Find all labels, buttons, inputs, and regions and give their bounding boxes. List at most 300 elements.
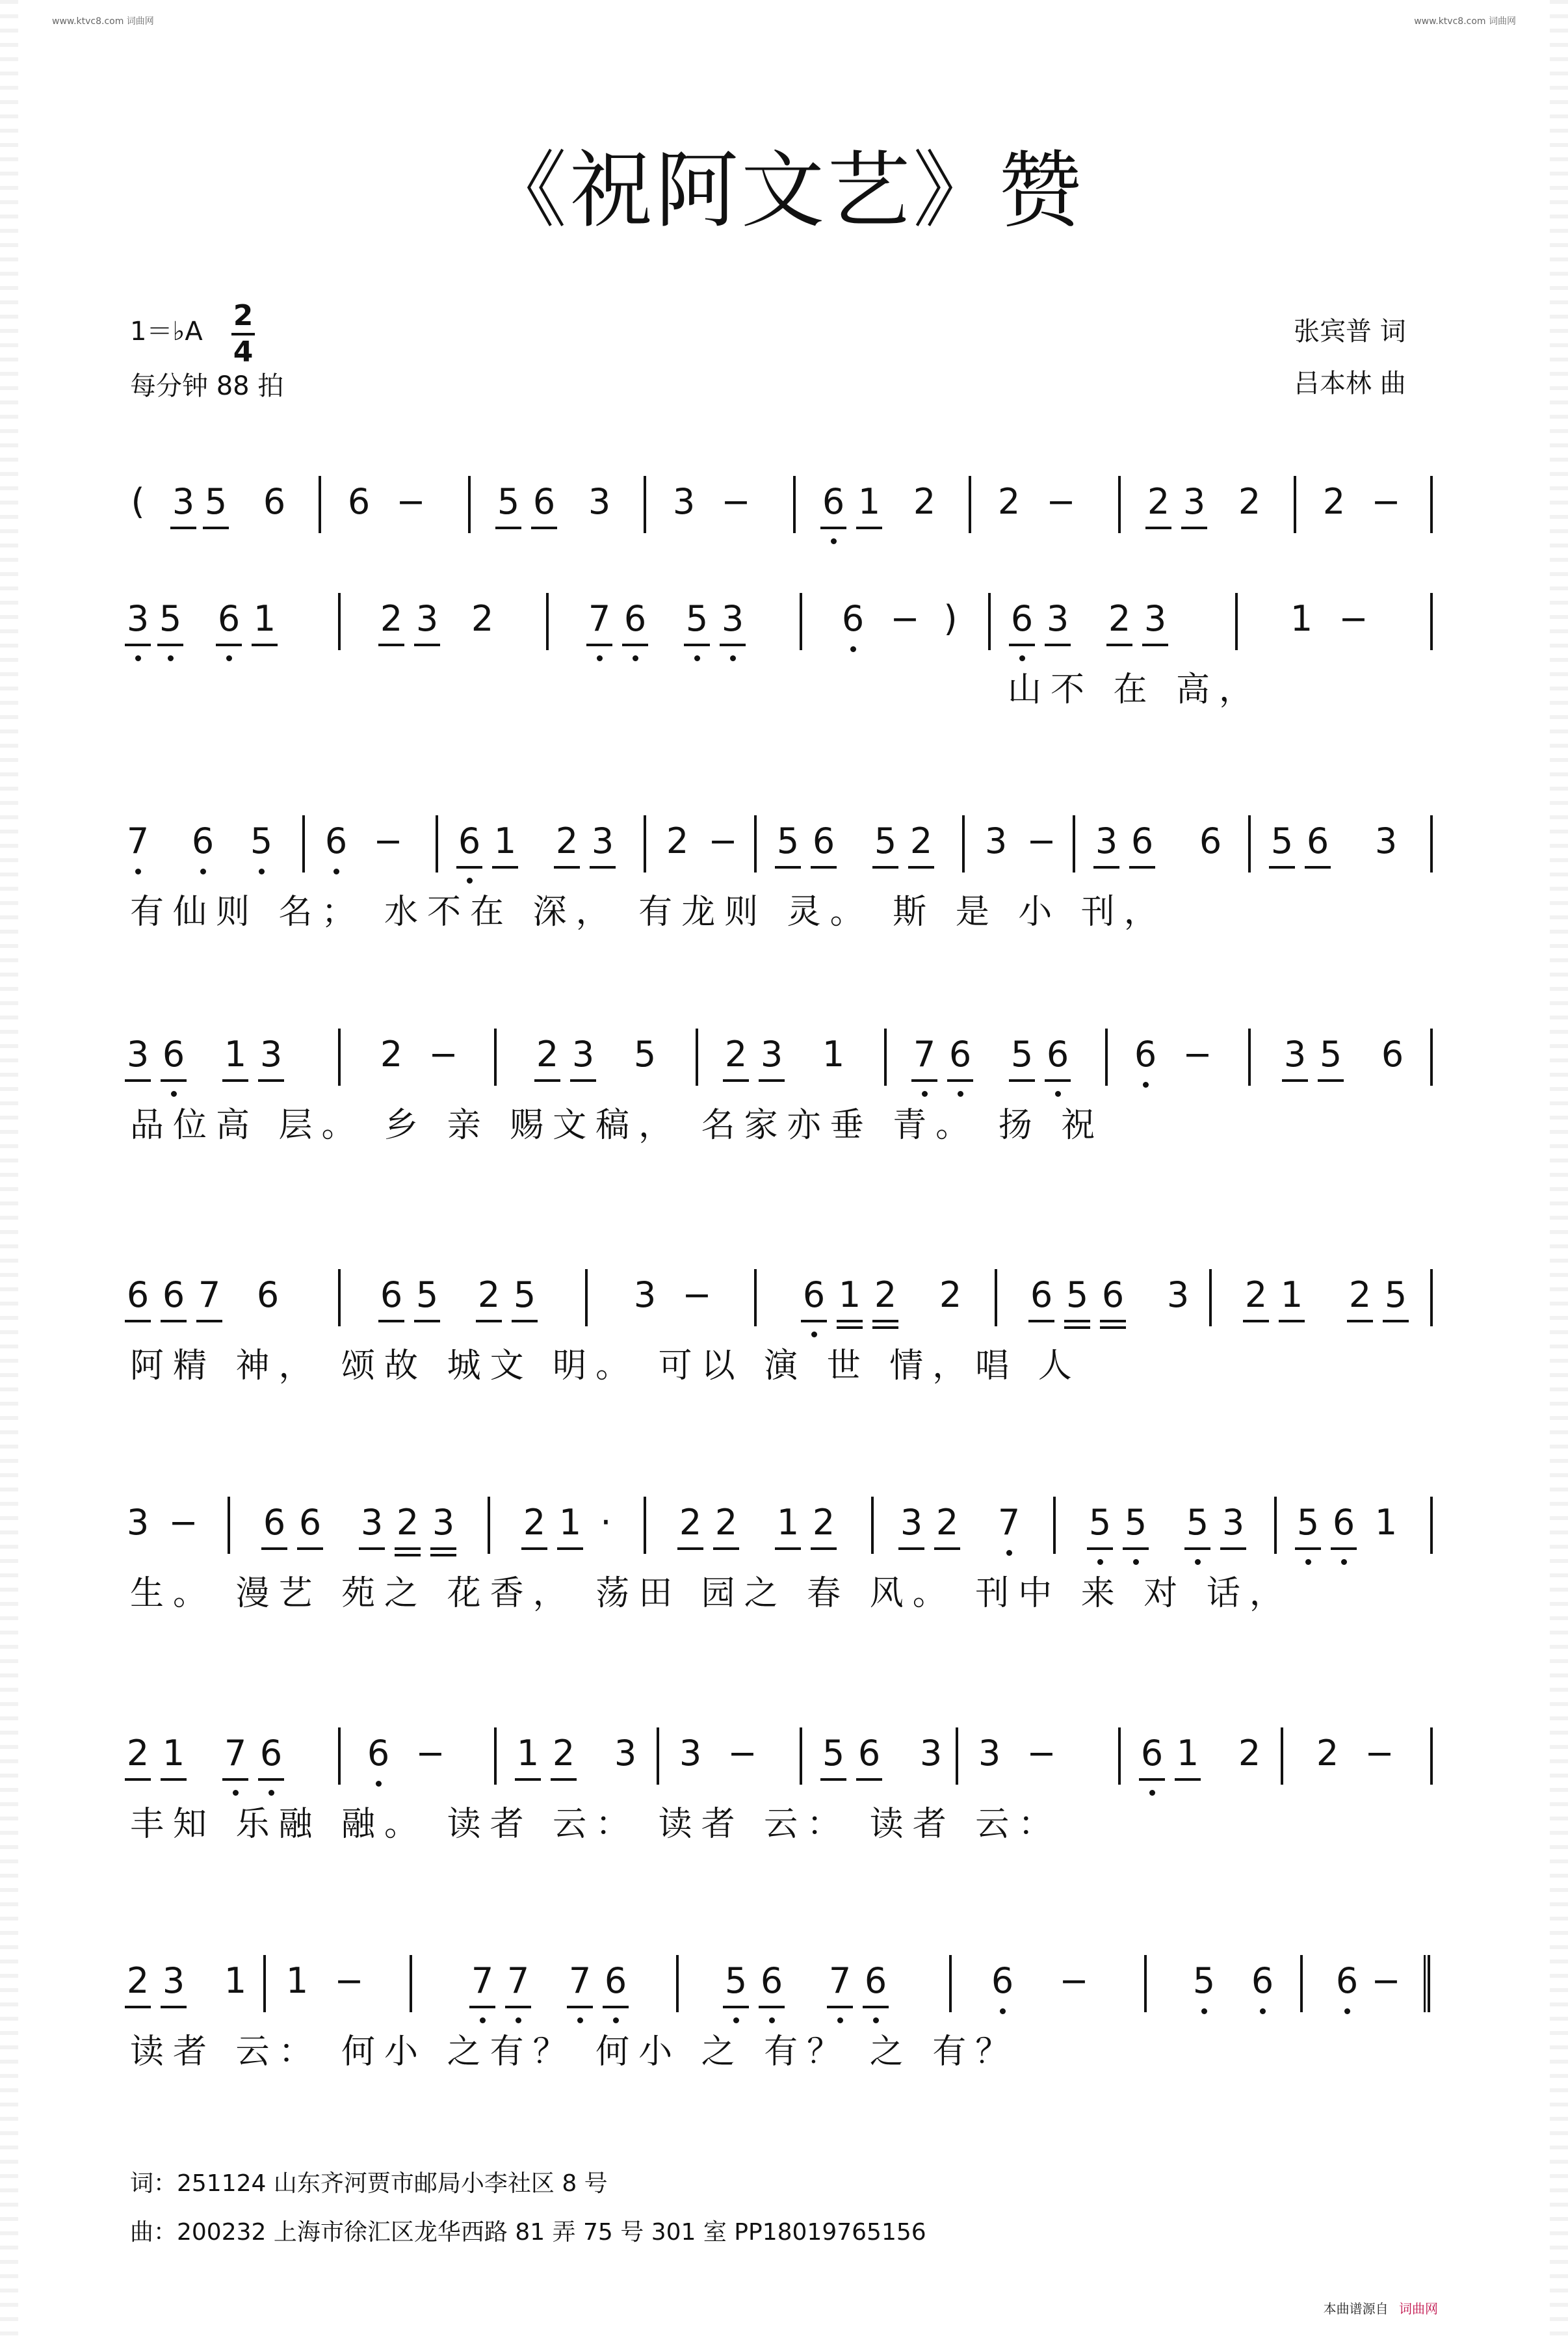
- note-glyph: 6: [256, 1274, 280, 1315]
- note-glyph: 1: [776, 1502, 800, 1543]
- barline: [988, 593, 991, 650]
- octave-dot: [226, 655, 232, 661]
- note-glyph: 6: [1134, 1034, 1157, 1075]
- beam-line: [872, 1320, 898, 1322]
- beam-line: [811, 866, 837, 869]
- octave-dot: [1143, 1082, 1149, 1088]
- beam-line: [505, 2006, 531, 2008]
- note-glyph: 5: [250, 820, 273, 861]
- beam-line: [1100, 1326, 1126, 1329]
- beam-line: [1220, 1547, 1246, 1550]
- barline: [1144, 1955, 1147, 2012]
- note-glyph: 2: [126, 1960, 150, 2001]
- note-glyph: 3: [721, 598, 744, 639]
- note-glyph: 7: [568, 1960, 592, 2001]
- music-system: [126, 1274, 1438, 1385]
- barline: [585, 1269, 588, 1326]
- beam-line: [515, 1778, 541, 1781]
- barline: [754, 815, 757, 873]
- octave-dot: [1305, 1559, 1311, 1565]
- note-glyph: 2: [380, 598, 403, 639]
- note-glyph: −: [1059, 1960, 1089, 2001]
- music-system: [126, 820, 1438, 932]
- note-glyph: 7: [997, 1502, 1021, 1543]
- note-glyph: 2: [555, 820, 579, 861]
- note-glyph: 6: [458, 820, 481, 861]
- note-glyph: 6: [857, 1733, 881, 1774]
- beam-line: [820, 527, 846, 529]
- lyricist-credit: 张宾普 词: [1294, 317, 1406, 347]
- barline: [468, 476, 471, 533]
- note-glyph: 6: [802, 1274, 826, 1315]
- beam-line: [1100, 1320, 1126, 1322]
- beam-line: [863, 2006, 889, 2008]
- barline: [1053, 1497, 1056, 1554]
- note-glyph: −: [396, 481, 426, 522]
- octave-dot: [168, 655, 174, 661]
- beam-line: [216, 644, 242, 646]
- note-glyph: 1: [1280, 1274, 1303, 1315]
- octave-dot: [333, 869, 339, 874]
- note-glyph: 5: [513, 1274, 536, 1315]
- beam-line: [1181, 527, 1207, 529]
- barline: [338, 1727, 341, 1785]
- note-glyph: 3: [679, 1733, 702, 1774]
- beam-line: [534, 1079, 560, 1082]
- music-system: [126, 1733, 1438, 1844]
- beam-line: [1318, 1079, 1344, 1082]
- note-glyph: 6: [760, 1960, 783, 2001]
- note-glyph: 3: [588, 481, 611, 522]
- beam-line: [723, 2006, 749, 2008]
- note-glyph: −: [1371, 481, 1401, 522]
- beam-line: [495, 527, 521, 529]
- barline: [1430, 1029, 1433, 1086]
- beam-line: [161, 2006, 187, 2008]
- beam-line: [125, 1079, 151, 1082]
- barline: [1118, 476, 1121, 533]
- note-glyph: 7: [126, 820, 150, 861]
- beam-line: [161, 1778, 187, 1781]
- beam-line: [1175, 1778, 1201, 1781]
- note-glyph: 2: [997, 481, 1021, 522]
- note-glyph: 5: [159, 598, 182, 639]
- note-glyph: 5: [633, 1034, 657, 1075]
- beam-line: [1145, 527, 1171, 529]
- note-glyph: −: [373, 820, 403, 861]
- octave-dot: [873, 2017, 879, 2023]
- note-glyph: 5: [1010, 1034, 1034, 1075]
- note-glyph: 2: [714, 1502, 738, 1543]
- note-glyph: 6: [948, 1034, 972, 1075]
- note-glyph: 3: [978, 1733, 1001, 1774]
- barline: [1294, 476, 1296, 533]
- note-glyph: −: [727, 1733, 757, 1774]
- beam-line: [378, 644, 404, 646]
- note-glyph: −: [428, 1034, 458, 1075]
- beam-line: [1243, 1320, 1269, 1322]
- note-glyph: 3: [1183, 481, 1206, 522]
- beam-line: [1087, 1547, 1113, 1550]
- octave-dot: [516, 2017, 521, 2023]
- octave-dot: [480, 2017, 486, 2023]
- note-glyph: 5: [822, 1733, 845, 1774]
- beam-line: [157, 644, 183, 646]
- beam-line: [414, 1320, 440, 1322]
- note-glyph: (: [131, 481, 145, 522]
- note-glyph: 6: [812, 820, 835, 861]
- barline: [1105, 1029, 1108, 1086]
- note-glyph: 3: [760, 1034, 783, 1075]
- note-glyph: −: [1371, 1960, 1401, 2001]
- beam-line: [1282, 1079, 1308, 1082]
- note-glyph: 6: [1030, 1274, 1053, 1315]
- beam-line: [557, 1547, 583, 1550]
- note-glyph: −: [1026, 820, 1056, 861]
- barline: [494, 1029, 497, 1086]
- barline: [754, 1269, 757, 1326]
- octave-dot: [1341, 1559, 1347, 1565]
- octave-dot: [135, 869, 141, 874]
- note-glyph: 5: [1088, 1502, 1112, 1543]
- beam-line: [1093, 866, 1119, 869]
- key-signature: 1＝♭A: [130, 317, 203, 347]
- note-glyph: 6: [1199, 820, 1222, 861]
- note-glyph: 2: [552, 1733, 575, 1774]
- note-glyph: 3: [432, 1502, 455, 1543]
- beam-line: [856, 527, 882, 529]
- note-glyph: 6: [191, 820, 215, 861]
- beam-line: [1009, 644, 1035, 646]
- beam-line: [1142, 644, 1168, 646]
- note-glyph: 3: [1222, 1502, 1245, 1543]
- octave-dot: [730, 655, 736, 661]
- right-border-strip: [1550, 0, 1568, 2336]
- note-glyph: 5: [1296, 1502, 1320, 1543]
- barline: [1274, 1497, 1277, 1554]
- beam-line: [297, 1547, 323, 1550]
- barline: [228, 1497, 230, 1554]
- note-glyph: 1: [1374, 1502, 1398, 1543]
- barline: [1430, 1497, 1433, 1554]
- beam-line: [512, 1320, 538, 1322]
- beam-line: [1331, 1547, 1357, 1550]
- beam-line: [713, 1547, 739, 1550]
- barline: [302, 815, 305, 873]
- note-glyph: 6: [1332, 1502, 1355, 1543]
- note-glyph: 1: [253, 598, 276, 639]
- barline: [949, 1955, 952, 2012]
- beam-line: [723, 1079, 749, 1082]
- beam-line: [395, 1547, 421, 1550]
- note-glyph: 2: [874, 1274, 897, 1315]
- note-glyph: −: [168, 1502, 198, 1543]
- note-glyph: −: [721, 481, 751, 522]
- beam-line: [125, 2006, 151, 2008]
- note-glyph: 6: [347, 481, 371, 522]
- note-glyph: 3: [672, 481, 696, 522]
- barline: [884, 1029, 887, 1086]
- octave-dot: [268, 1790, 274, 1796]
- lyric-line: 生。 漫艺 苑之 花香， 荡田 园之 春 风。 刊中 来 对 话，: [130, 1574, 1292, 1613]
- note-glyph: 2: [909, 820, 933, 861]
- lyric-line: 有仙则 名； 水不在 深， 有龙则 灵。 斯 是 小 刊，: [130, 893, 1167, 932]
- note-glyph: 3: [415, 598, 439, 639]
- note-glyph: 5: [1124, 1502, 1147, 1543]
- note-glyph: 3: [984, 820, 1008, 861]
- beam-line: [837, 1326, 863, 1329]
- barline: [800, 1727, 802, 1785]
- note-glyph: 1: [822, 1034, 845, 1075]
- note-glyph: 6: [1335, 1960, 1359, 2001]
- note-glyph: 5: [1319, 1034, 1342, 1075]
- lyric-line: 山不 在 高，: [1008, 670, 1262, 709]
- note-glyph: 5: [497, 481, 520, 522]
- note-glyph: 2: [1108, 598, 1131, 639]
- note-glyph: −: [1183, 1034, 1212, 1075]
- beam-line: [125, 1778, 151, 1781]
- barline: [956, 1727, 958, 1785]
- note-glyph: 6: [1010, 598, 1034, 639]
- beam-line: [827, 2006, 853, 2008]
- note-glyph: ·: [600, 1502, 612, 1543]
- beam-line: [1347, 1320, 1373, 1322]
- beam-line: [551, 1778, 577, 1781]
- beam-line: [567, 2006, 593, 2008]
- lyric-line: 读者 云： 何小 之有？ 何小 之 有？ 之 有？: [130, 2032, 1019, 2071]
- beam-line: [378, 1320, 404, 1322]
- time-signature: [231, 300, 255, 368]
- barline: [1430, 593, 1433, 650]
- note-glyph: 6: [623, 598, 647, 639]
- footer-composer-address: 曲：200232 上海市徐汇区龙华西路 81 弄 75 号 301 室 PP18019765156: [130, 2219, 926, 2246]
- octave-dot: [958, 1091, 963, 1097]
- note-glyph: 6: [263, 1502, 286, 1543]
- note-glyph: 3: [126, 1034, 150, 1075]
- octave-dot: [577, 2017, 583, 2023]
- note-glyph: 2: [471, 598, 494, 639]
- beam-line: [430, 1547, 456, 1550]
- composer-credit: 吕本林 曲: [1294, 369, 1406, 399]
- note-glyph: 6: [604, 1960, 627, 2001]
- note-glyph: 1: [162, 1733, 185, 1774]
- note-glyph: 2: [666, 820, 689, 861]
- barline: [1209, 1269, 1212, 1326]
- music-system: [130, 481, 1438, 559]
- source-label: 本曲谱源自: [1323, 2301, 1389, 2316]
- octave-dot: [1019, 655, 1025, 661]
- note-glyph: 5: [1192, 1960, 1216, 2001]
- note-glyph: 5: [204, 481, 228, 522]
- beam-line: [252, 644, 278, 646]
- octave-dot: [633, 655, 638, 661]
- beam-line: [359, 1547, 385, 1550]
- note-glyph: 6: [298, 1502, 322, 1543]
- octave-dot: [171, 1091, 177, 1097]
- beam-line: [720, 644, 746, 646]
- note-glyph: 2: [1238, 1733, 1261, 1774]
- note-glyph: 5: [1186, 1502, 1209, 1543]
- barline: [436, 815, 438, 873]
- note-glyph: 6: [126, 1274, 150, 1315]
- note-glyph: 1: [224, 1960, 247, 2001]
- note-glyph: 1: [558, 1502, 582, 1543]
- octave-dot: [200, 869, 206, 874]
- lyric-line: 阿精 神， 颂故 城文 明。 可以 演 世 情，唱 人: [130, 1346, 1081, 1385]
- octave-dot: [467, 878, 473, 884]
- beam-line: [554, 866, 580, 869]
- beam-line: [1279, 1320, 1305, 1322]
- note-glyph: 3: [360, 1502, 384, 1543]
- note-glyph: 3: [571, 1034, 595, 1075]
- barline: [488, 1497, 490, 1554]
- beam-line: [531, 527, 557, 529]
- barline: [319, 476, 321, 533]
- note-glyph: 1: [838, 1274, 861, 1315]
- barline: [995, 1269, 997, 1326]
- note-glyph: ): [943, 598, 958, 639]
- beam-line: [1139, 1778, 1165, 1781]
- octave-dot: [850, 646, 856, 652]
- lyric-line: 丰知 乐融 融。 读者 云： 读者 云： 读者 云：: [130, 1805, 1062, 1844]
- note-glyph: 5: [724, 1960, 748, 2001]
- note-glyph: 2: [812, 1502, 835, 1543]
- note-glyph: −: [1026, 1733, 1056, 1774]
- barline: [657, 1727, 659, 1785]
- note-glyph: 2: [1348, 1274, 1372, 1315]
- barline: [1235, 593, 1238, 650]
- beam-line: [586, 644, 612, 646]
- octave-dot: [1006, 1550, 1012, 1556]
- beam-line: [469, 2006, 495, 2008]
- note-glyph: 5: [1384, 1274, 1407, 1315]
- note-glyph: 6: [1251, 1960, 1274, 2001]
- note-glyph: 2: [1238, 481, 1261, 522]
- note-glyph: 3: [900, 1502, 923, 1543]
- barline: [1430, 1727, 1433, 1785]
- music-system: [126, 1502, 1438, 1613]
- watermark-top-left: www.ktvc8.com 词曲网: [52, 16, 154, 27]
- note-glyph: 2: [1322, 481, 1346, 522]
- note-glyph: −: [334, 1960, 364, 2001]
- note-glyph: 6: [1046, 1034, 1069, 1075]
- beam-line: [775, 1547, 801, 1550]
- note-glyph: 1: [285, 1960, 309, 2001]
- watermark-top-right: www.ktvc8.com 词曲网: [1414, 16, 1516, 27]
- beam-line: [856, 1778, 882, 1781]
- note-glyph: 6: [991, 1960, 1014, 2001]
- note-glyph: 5: [415, 1274, 439, 1315]
- beam-line: [759, 1079, 785, 1082]
- barline: [1424, 1955, 1430, 2012]
- score-title: 《祝阿文艺》赞: [483, 142, 1084, 239]
- note-glyph: 2: [939, 1274, 962, 1315]
- beam-line: [603, 2006, 629, 2008]
- note-glyph: 7: [471, 1960, 494, 2001]
- note-glyph: 2: [1316, 1733, 1339, 1774]
- beam-line: [125, 1320, 151, 1322]
- beam-line: [395, 1554, 421, 1556]
- beam-line: [261, 1547, 287, 1550]
- note-glyph: −: [890, 598, 920, 639]
- music-system: [126, 598, 1438, 709]
- note-glyph: 2: [396, 1502, 419, 1543]
- beam-line: [1045, 1079, 1071, 1082]
- music-system: [126, 1960, 1438, 2071]
- beam-line: [622, 644, 648, 646]
- note-glyph: 6: [1306, 820, 1329, 861]
- note-glyph: 5: [685, 598, 709, 639]
- beam-line: [203, 527, 229, 529]
- note-glyph: 6: [841, 598, 865, 639]
- note-glyph: 6: [380, 1274, 403, 1315]
- barline: [969, 476, 971, 533]
- beam-line: [258, 1079, 284, 1082]
- note-glyph: 2: [380, 1034, 403, 1075]
- note-glyph: 6: [162, 1034, 185, 1075]
- barline: [962, 815, 965, 873]
- octave-dot: [1260, 2008, 1266, 2014]
- note-glyph: 1: [1290, 598, 1313, 639]
- note-glyph: 3: [126, 1502, 150, 1543]
- barline: [338, 593, 341, 650]
- note-glyph: 6: [263, 481, 286, 522]
- note-glyph: 2: [477, 1274, 501, 1315]
- octave-dot: [1344, 2008, 1350, 2014]
- beam-line: [1028, 1320, 1054, 1322]
- note-glyph: 6: [1140, 1733, 1164, 1774]
- octave-dot: [733, 2017, 739, 2023]
- octave-dot: [922, 1091, 928, 1097]
- note-glyph: 2: [935, 1502, 959, 1543]
- beam-line: [258, 1778, 284, 1781]
- note-glyph: 3: [1143, 598, 1167, 639]
- note-glyph: 7: [828, 1960, 852, 2001]
- beam-line: [456, 866, 482, 869]
- beam-line: [590, 866, 616, 869]
- beam-line: [476, 1320, 502, 1322]
- beam-line: [947, 1079, 973, 1082]
- barline: [800, 593, 802, 650]
- beam-line: [222, 1079, 248, 1082]
- beam-line: [872, 1326, 898, 1329]
- beam-line: [430, 1554, 456, 1556]
- barline: [410, 1955, 412, 2012]
- note-glyph: 2: [913, 481, 936, 522]
- note-glyph: 3: [1166, 1274, 1190, 1315]
- beam-line: [911, 1079, 937, 1082]
- tempo-marking: 每分钟 88 拍: [130, 371, 284, 401]
- octave-dot: [376, 1781, 382, 1787]
- beam-line: [775, 866, 801, 869]
- beam-line: [161, 1320, 187, 1322]
- octave-dot: [1201, 2008, 1207, 2014]
- note-glyph: 6: [822, 481, 845, 522]
- beam-line: [1106, 644, 1132, 646]
- barline: [1281, 1727, 1283, 1785]
- source-note: [1324, 2298, 1438, 2317]
- barline: [494, 1727, 497, 1785]
- beam-line: [759, 2006, 785, 2008]
- beam-line: [570, 1079, 596, 1082]
- octave-dot: [1055, 1091, 1061, 1097]
- note-glyph: 3: [1095, 820, 1118, 861]
- time-signature-top: 2: [233, 299, 254, 332]
- music-system: [126, 1034, 1438, 1145]
- barline: [1073, 815, 1075, 873]
- note-glyph: −: [1365, 1733, 1394, 1774]
- footer-lyricist-address: 词：251124 山东齐河贾市邮局小李社区 8 号: [130, 2170, 608, 2197]
